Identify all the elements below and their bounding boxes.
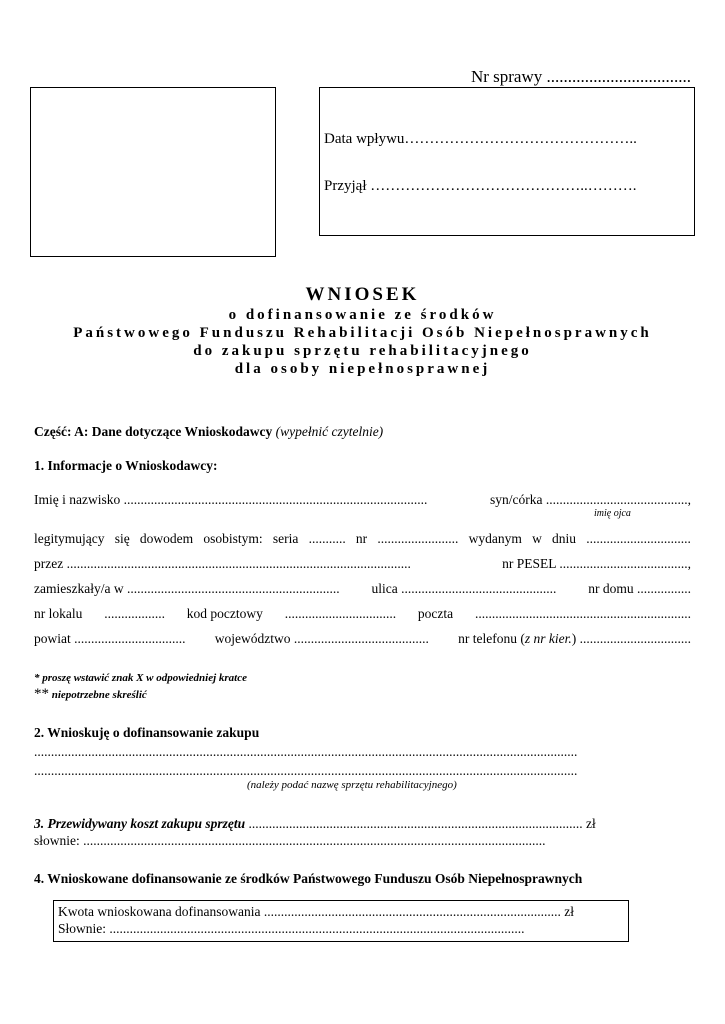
- equipment-line-2[interactable]: .................................................................................................................................................................: [34, 763, 578, 778]
- section-2-heading: 2. Wnioskuję o dofinansowanie zakupu: [34, 725, 260, 740]
- requested-amount-words-field[interactable]: Słownie: ...........................................................................................................................: [58, 921, 525, 936]
- issued-label-2: w: [532, 531, 542, 546]
- issued-label-1: wydanym: [468, 531, 522, 546]
- id-label-2: się: [114, 531, 130, 546]
- section-1-heading: 1. Informacje o Wnioskodawcy:: [34, 458, 218, 473]
- title-line-4: do zakupu sprzętu rehabilitacyjnego: [193, 343, 532, 359]
- title-line-2: o dofinansowanie ze środków: [228, 307, 497, 323]
- county-field[interactable]: powiat .................................: [34, 631, 186, 646]
- receipt-date-field[interactable]: Data wpływu………………………………………..: [324, 131, 637, 147]
- part-a-title: Część: A: Dane dotyczące Wnioskodawcy: [34, 424, 273, 439]
- title-line-3: Państwowego Funduszu Rehabilitacji Osób Niepełnosprawnych: [73, 325, 652, 341]
- part-a-hint: (wypełnić czytelnie): [275, 424, 384, 439]
- id-label-4: osobistym:: [203, 531, 263, 546]
- phone-label: nr telefonu (: [458, 631, 525, 646]
- issued-label-3: dniu: [552, 531, 577, 546]
- case-number-field[interactable]: Nr sprawy ..................................: [470, 67, 691, 86]
- house-number-field[interactable]: nr domu ................: [588, 581, 691, 596]
- cost-field[interactable]: ................................................................................................... zł: [245, 816, 596, 831]
- id-number-field[interactable]: ........................: [377, 531, 459, 546]
- title-line-5: dla osoby niepełnosprawnej: [234, 361, 491, 377]
- name-row: [34, 492, 691, 508]
- street-field[interactable]: ulica ..............................................: [371, 581, 557, 596]
- note-strike-stars: **: [34, 686, 49, 702]
- voivodeship-field[interactable]: województwo ........................................: [214, 631, 429, 646]
- address-row-2: [34, 606, 691, 622]
- office-use-box: [319, 87, 695, 236]
- id-series-label: seria: [272, 531, 299, 546]
- cost-row: [34, 816, 596, 832]
- post-office-label: poczta: [417, 606, 454, 621]
- document-title: [0, 284, 725, 378]
- pesel-field[interactable]: nr PESEL ......................................,: [502, 556, 691, 571]
- father-name-hint: imię ojca: [594, 508, 631, 519]
- apartment-field[interactable]: ..................: [104, 606, 165, 621]
- phone-field[interactable]: [458, 631, 691, 647]
- equipment-hint: (należy podać nazwę sprzętu rehabilitacyjnego): [247, 779, 457, 791]
- equipment-line-1[interactable]: .................................................................................................................................................................: [34, 744, 578, 759]
- postal-code-label: kod pocztowy: [186, 606, 263, 621]
- id-number-label: nr: [355, 531, 368, 546]
- requested-amount-box: [53, 900, 629, 942]
- apartment-label: nr lokalu: [34, 606, 83, 621]
- received-by-field[interactable]: Przyjął ……………………………………..……….: [324, 178, 637, 194]
- id-label-3: dowodem: [139, 531, 194, 546]
- phone-dots: ) .................................: [571, 631, 691, 646]
- section-3-heading: 3. Przewidywany koszt zakupu sprzętu: [34, 816, 246, 831]
- cost-in-words-field[interactable]: słownie: .........................................................................................................................................: [34, 833, 546, 848]
- issuer-field[interactable]: przez ......................................................................................................: [34, 556, 411, 571]
- section-4-heading: 4. Wnioskowane dofinansowanie ze środków Państwowego Funduszu Osób Niepełnosprawnych: [34, 871, 583, 886]
- post-office-field[interactable]: ................................................................: [474, 606, 691, 621]
- id-document-row: [34, 531, 691, 547]
- photo-box: [30, 87, 276, 257]
- note-checkbox: * proszę wstawić znak X w odpowiedniej kratce: [34, 672, 247, 684]
- address-row-3: [34, 631, 691, 647]
- address-row-1: [34, 581, 691, 597]
- issue-date-field[interactable]: ...............................: [586, 531, 691, 546]
- postal-code-field[interactable]: .................................: [284, 606, 397, 621]
- parent-name-field[interactable]: syn/córka ..........................................,: [490, 492, 691, 507]
- issuer-row: [34, 556, 691, 572]
- note-strike: [34, 686, 147, 703]
- full-name-field[interactable]: Imię i nazwisko ..........................................................................................: [34, 492, 428, 507]
- requested-amount-field[interactable]: Kwota wnioskowana dofinansowania ........................................................................................ zł: [58, 904, 574, 919]
- part-a-heading: [34, 424, 383, 440]
- id-series-field[interactable]: ...........: [308, 531, 346, 546]
- title-main: WNIOSEK: [305, 284, 420, 305]
- id-label-1: legitymujący: [34, 531, 105, 546]
- phone-hint: z nr kier.: [524, 631, 572, 646]
- city-field[interactable]: zamieszkały/a w ...............................................................: [34, 581, 340, 596]
- note-strike-text: niepotrzebne skreślić: [49, 689, 147, 701]
